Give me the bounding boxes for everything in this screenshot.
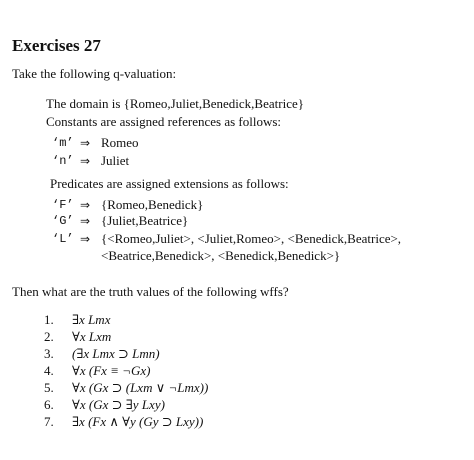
item-number: 2. <box>44 329 54 344</box>
item-number: 3. <box>44 346 54 361</box>
item-number: 1. <box>44 312 54 327</box>
implies-arrow-icon: ⇒ <box>80 154 91 168</box>
question-text: Then what are the truth values of the following wffs? <box>12 284 289 299</box>
constant-symbol: ‘m’ <box>52 136 74 150</box>
constant-value: Juliet <box>101 153 130 168</box>
implies-arrow-icon: ⇒ <box>80 136 91 150</box>
constant-value: Romeo <box>101 135 139 150</box>
predicate-value: {Juliet,Beatrice} <box>101 213 189 228</box>
constants-intro: Constants are assigned references as follows: <box>46 114 282 129</box>
predicate-symbol: ‘L’ <box>52 232 74 246</box>
wff-formula: ∀x (Gx ⊃ (Lxm ∨ ¬Lmx)) <box>72 380 209 395</box>
item-number: 6. <box>44 397 54 412</box>
implies-arrow-icon: ⇒ <box>80 198 91 212</box>
implies-arrow-icon: ⇒ <box>80 214 91 228</box>
wff-formula: ∃x (Fx ∧ ∀y (Gy ⊃ Lxy)) <box>72 414 204 429</box>
wff-formula: ∀x Lxm <box>72 329 112 344</box>
constant-symbol: ‘n’ <box>52 154 74 168</box>
predicates-intro: Predicates are assigned extensions as follows: <box>50 176 289 191</box>
item-number: 5. <box>44 380 54 395</box>
wff-formula: ∀x (Fx ≡ ¬Gx) <box>72 363 151 378</box>
wff-formula: ∃x Lmx <box>72 312 111 327</box>
predicate-value-continuation: <Beatrice,Benedick>, <Benedick,Benedick>} <box>101 248 341 263</box>
predicate-value: {<Romeo,Juliet>, <Juliet,Romeo>, <Benedick,Beatrice>, <box>101 231 402 246</box>
predicate-symbol: ‘G’ <box>52 214 74 228</box>
intro-text: Take the following q-valuation: <box>12 66 177 81</box>
domain-line: The domain is {Romeo,Juliet,Benedick,Beatrice} <box>46 96 304 111</box>
wff-formula: ∀x (Gx ⊃ ∃y Lxy) <box>72 397 165 412</box>
exercise-title: Exercises 27 <box>12 36 101 55</box>
item-number: 4. <box>44 363 54 378</box>
item-number: 7. <box>44 414 54 429</box>
predicate-symbol: ‘F’ <box>52 198 74 212</box>
implies-arrow-icon: ⇒ <box>80 232 91 246</box>
wff-formula: (∃x Lmx ⊃ Lmn) <box>72 346 160 361</box>
predicate-value: {Romeo,Benedick} <box>101 197 204 212</box>
